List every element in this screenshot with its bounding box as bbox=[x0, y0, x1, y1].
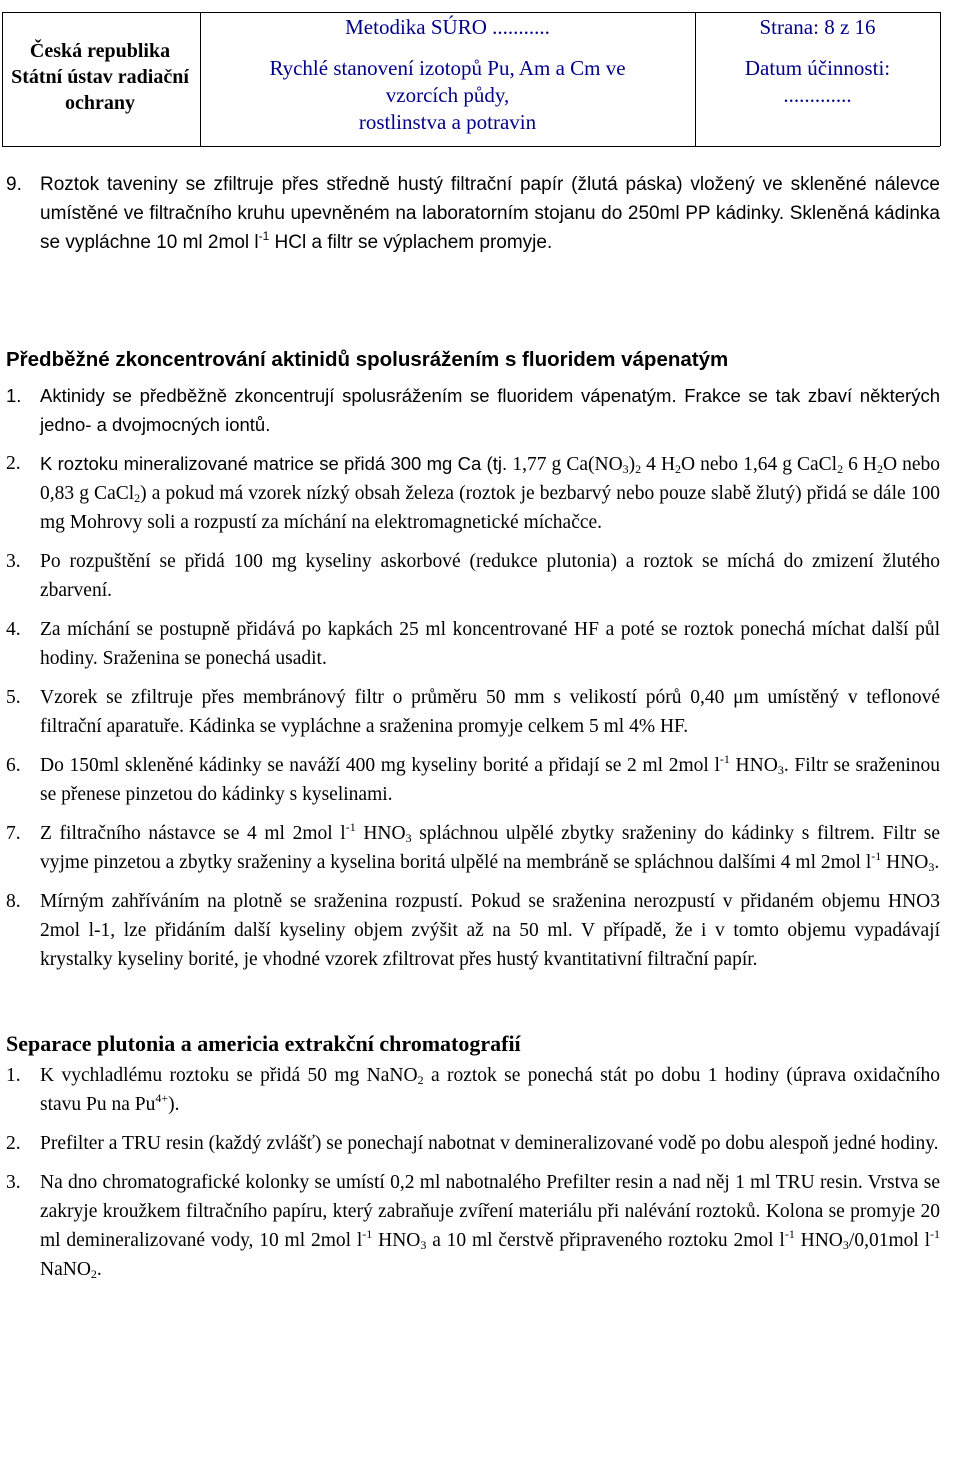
superscript: -1 bbox=[345, 820, 356, 834]
item-text: 4 H bbox=[641, 454, 676, 475]
header-organization bbox=[0, 38, 200, 116]
item-text: Do 150ml skleněné kádinky se naváží 400 mg kyseliny borité a přidají se 2 ml 2mol l bbox=[40, 755, 720, 776]
item-text: . Filtr se sraženinou se přenese pinzetou do kádinky s kyselinami. bbox=[40, 755, 940, 805]
subscript: 2 bbox=[876, 462, 883, 476]
org-line: Česká republika bbox=[29, 40, 171, 62]
item-text: Z filtračního nástavce se 4 ml 2mol l bbox=[40, 823, 346, 844]
subscript: 3 bbox=[405, 831, 412, 845]
item-text: Vzorek se zfiltruje přes membránový filtr o průměru 50 mm s velikostí pórů 0,40 μm umístěný v teflonové filtrační aparatuře. Kádinka se vypláchne a sraženina promyje celkem 5 ml 4% HF. bbox=[40, 687, 940, 737]
item-number: 3. bbox=[6, 1172, 21, 1193]
item-text: a roztok se ponechá stát po dobu 1 hodiny (úprava oxidačního stavu Pu na Pu bbox=[40, 1065, 940, 1115]
step-text: HCl a filtr se výplachem promyje. bbox=[269, 232, 553, 253]
item-text: NaNO bbox=[40, 1259, 91, 1280]
item-text: Po rozpuštění se přidá 100 mg kyseliny askorbové (redukce plutonia) a roztok se míchá do zmizení žlutého zbarvení. bbox=[40, 551, 940, 601]
item-text: HNO bbox=[729, 755, 778, 776]
item-text: HNO bbox=[372, 1230, 421, 1251]
subscript: 3 bbox=[842, 1238, 849, 1252]
subscript: 2 bbox=[635, 462, 642, 476]
item-text: . bbox=[934, 852, 940, 873]
header-top-rule bbox=[2, 12, 940, 13]
doc-subtitle: vzorcích půdy, bbox=[385, 83, 510, 107]
item-text: O nebo 1,64 g CaCl bbox=[681, 454, 838, 475]
doc-subtitle: rostlinstva a potravin bbox=[358, 110, 537, 134]
org-line: Státní ústav radiační bbox=[11, 66, 189, 88]
item-text: ). bbox=[168, 1094, 180, 1115]
item-text: spláchnou ulpělé zbytky sraženiny do kádinky s filtrem. Filtr se vyjme pinzetou a zbytky sraženiny a kyselina boritá ulpělé na membráně se spláchnou dalšími 4 ml 2mol l bbox=[40, 823, 940, 873]
list-item bbox=[0, 819, 940, 877]
list-item bbox=[0, 683, 940, 741]
header-page-info bbox=[695, 14, 940, 109]
header-bottom-rule bbox=[2, 146, 940, 147]
list-item bbox=[0, 547, 940, 605]
superscript: -1 bbox=[930, 1227, 941, 1241]
item-number: 7. bbox=[6, 823, 21, 844]
item-text: . bbox=[96, 1259, 102, 1280]
superscript: -1 bbox=[871, 849, 882, 863]
section-heading: Předběžné zkoncentrování aktinidů spolusrážením s fluoridem vápenatým bbox=[6, 348, 729, 371]
list-item bbox=[0, 1168, 940, 1284]
superscript: -1 bbox=[719, 752, 730, 766]
page-number: Strana: 8 z 16 bbox=[759, 15, 876, 39]
item-text: K roztoku mineralizované matrice se přidá 300 mg Ca (tj. bbox=[40, 453, 513, 474]
subscript: 2 bbox=[675, 462, 682, 476]
item-text: Na dno chromatografické kolonky se umístí 0,2 ml nabotnalého Prefilter resin a nad něj 1 ml TRU resin. Vrstva se zakryje kroužkem filtračního papíru, který zabraňuje zvíření materiálu při nalévání roztoků. Kolona se promyje 20 ml demineralizované vody, 10 ml 2mol l bbox=[40, 1172, 940, 1251]
list-item bbox=[0, 449, 940, 537]
item-text: 1,77 g Ca(NO bbox=[512, 454, 623, 475]
item-number: 5. bbox=[6, 687, 21, 708]
item-text: HNO bbox=[794, 1230, 843, 1251]
subscript: 3 bbox=[777, 763, 784, 777]
item-number: 1. bbox=[6, 1065, 21, 1086]
org-line: ochrany bbox=[65, 92, 135, 114]
item-number: 6. bbox=[6, 755, 21, 776]
item-number: 1. bbox=[6, 385, 22, 406]
superscript: -1 bbox=[784, 1227, 795, 1241]
item-text: /0,01mol l bbox=[848, 1230, 931, 1251]
subscript: 3 bbox=[420, 1238, 427, 1252]
item-number: 8. bbox=[6, 891, 21, 912]
superscript: 4+ bbox=[155, 1091, 169, 1105]
list-item bbox=[0, 381, 940, 439]
superscript: -1 bbox=[258, 229, 270, 243]
subscript: 2 bbox=[837, 462, 844, 476]
subscript: 2 bbox=[134, 491, 141, 505]
header-divider bbox=[940, 12, 941, 146]
item-text: O nebo 0,83 g CaCl bbox=[40, 454, 940, 504]
list-item bbox=[0, 1061, 940, 1119]
item-text: ) bbox=[628, 454, 636, 475]
list-item bbox=[0, 751, 940, 809]
subscript: 3 bbox=[622, 462, 629, 476]
item-number: 4. bbox=[6, 619, 21, 640]
item-text: 6 H bbox=[843, 454, 877, 475]
doc-title: Metodika SÚRO ........... bbox=[345, 15, 550, 39]
item-text: Mírným zahříváním na plotně se sraženina rozpustí. Pokud se sraženina nerozpustí v přidaném objemu HNO3 2mol l-1, lze přidáním další kyseliny objem zvýšit až na 50 ml. V případě, že i v tomto objemu vypadávají krystalky kyseliny borité, je vhodné vzorek zfiltrovat přes hustý kvantitativní filtrační papír. bbox=[40, 891, 940, 970]
validity-label: Datum účinnosti: bbox=[744, 56, 891, 80]
item-text: HNO bbox=[881, 852, 929, 873]
item-text: Aktinidy se předběžně zkoncentrují spolusrážením se fluoridem vápenatým. Frakce se tak zbaví některých jedno- a dvojmocných iontů. bbox=[40, 385, 940, 435]
subscript: 2 bbox=[417, 1073, 424, 1087]
item-number: 2. bbox=[6, 453, 21, 474]
item-text: Prefilter a TRU resin (každý zvlášť) se ponechají nabotnat v demineralizované vodě po dobu alespoň jedné hodiny. bbox=[40, 1133, 939, 1154]
document-body bbox=[0, 170, 940, 1284]
document-header bbox=[0, 0, 960, 146]
item-text: a 10 ml čerstvě připraveného roztoku 2mol l bbox=[426, 1230, 785, 1251]
item-number: 2. bbox=[6, 1133, 21, 1154]
item-text: ) a pokud má vzorek nízký obsah železa (roztok je bezbarvý nebo pouze slabě žlutý) přidá se dále 100 mg Mohrovy soli a rozpustí za míchání na elektromagnetické míchačce. bbox=[40, 483, 940, 533]
step-9 bbox=[0, 170, 940, 257]
item-text: Za míchání se postupně přidává po kapkách 25 ml koncentrované HF a poté se roztok ponechá míchat další půl hodiny. Sraženina se ponechá usadit. bbox=[40, 619, 940, 669]
header-document-title bbox=[200, 14, 695, 136]
step-text: Roztok taveniny se zfiltruje přes středně hustý filtrační papír (žlutá páska) vložený ve skleněné nálevce umístěné ve filtračního kruhu upevněném na laboratorním stojanu do 250ml PP kádinky. Skleněná kádinka se vypláchne 10 ml 2mol l bbox=[40, 174, 940, 253]
section-heading: Separace plutonia a americia extrakční chromatografií bbox=[6, 1031, 521, 1056]
list-item bbox=[0, 887, 940, 974]
validity-value: ............. bbox=[783, 83, 852, 107]
subscript: 3 bbox=[928, 860, 935, 874]
doc-subtitle: Rychlé stanovení izotopů Pu, Am a Cm ve bbox=[269, 56, 626, 80]
superscript: -1 bbox=[362, 1227, 373, 1241]
list-item bbox=[0, 615, 940, 673]
item-number: 3. bbox=[6, 551, 21, 572]
list-item bbox=[0, 1129, 940, 1158]
item-text: K vychladlému roztoku se přidá 50 mg NaNO bbox=[40, 1065, 418, 1086]
step-number: 9. bbox=[6, 174, 22, 195]
item-text: HNO bbox=[355, 823, 406, 844]
subscript: 2 bbox=[90, 1267, 97, 1281]
